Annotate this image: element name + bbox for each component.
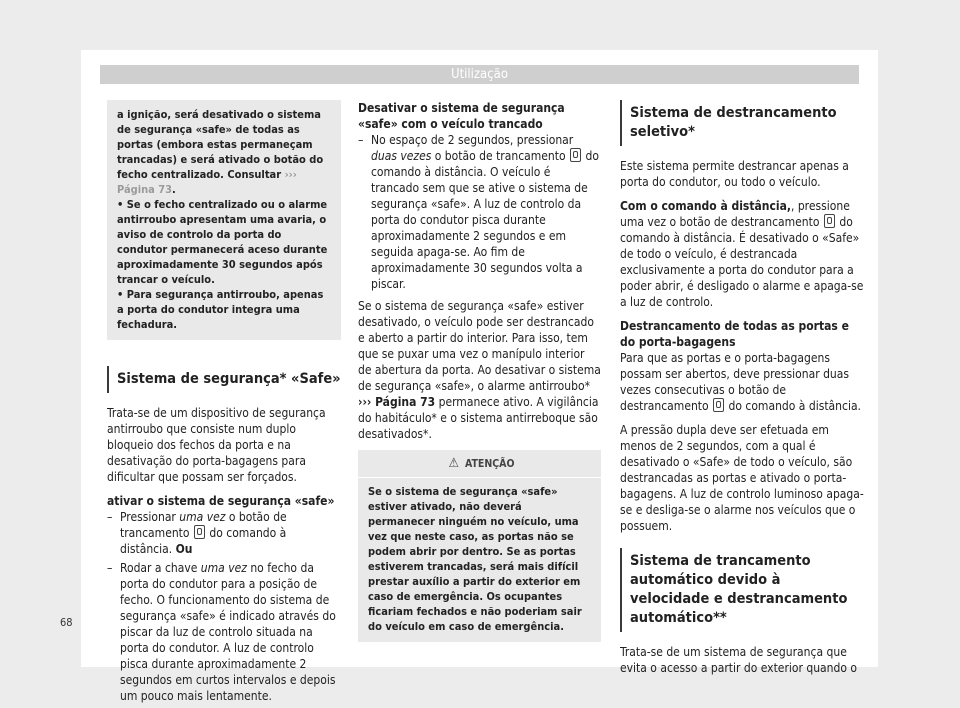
warning-bullet: • Se o fecho centralizado ou o alarme antirroubo apresentam uma avaria, o aviso de controlo da porta do condutor permanecerá aceso durante aproximadamente 30 segundos após trancar o veículo. <box>117 198 328 286</box>
warning-bullet: • Para segurança antirroubo, apenas a porta do condutor integra uma fechadura. <box>117 288 324 331</box>
warning-triangle-icon: ⚠ <box>448 456 459 471</box>
page-header: Utilização <box>100 65 859 84</box>
warning-continuation-box <box>107 100 341 340</box>
column-2 <box>358 100 601 642</box>
intro-paragraph: Trata-se de um dispositivo de segurança antirroubo que consiste num duplo bloqueio dos fechos da porta e na desativação do porta-bagagens para dificultar que possam ser forçados. <box>107 406 326 484</box>
subheading: Destrancamento de todas as portas e do porta-bagagens <box>620 319 849 349</box>
subheading: ativar o sistema de segurança «safe» <box>107 494 335 508</box>
body-paragraph: Trata-se de um sistema de segurança que evita o acesso a partir do exterior quando o <box>620 645 857 675</box>
page-link[interactable]: ››› Página 73 <box>358 395 436 409</box>
body-paragraph: A pressão dupla deve ser efetuada em menos de 2 segundos, com a qual é desativado o «Safe» de todo o veículo, são destrancadas as portas e ativado o porta-bagagens. A luz de controlo luminoso apaga-se e desliga-se o alarme nos veículos que o possuem. <box>620 423 864 533</box>
section-title: Sistema de segurança* «Safe» <box>107 366 341 393</box>
step-item: – Pressionar uma vez o botão de trancamento do comando à distância. Ou <box>107 509 341 557</box>
attention-box <box>358 450 601 642</box>
body-paragraph: Com o comando à distância,, pressione uma vez o botão de destrancamento do comando à distância. É desativado o «Safe» de todo o veículo, é destrancada exclusivamente a porta do condutor para a poder abrir, é desligado o alarme e apaga-se a luz de controlo. <box>620 199 864 309</box>
warning-paragraph: a ignição, será desativado o sistema de segurança «safe» de todas as portas (embora estas permaneçam trancadas) e será ativado o botão do fecho centralizado. Consultar ››› Página 73. <box>117 108 324 196</box>
attention-header: ⚠ ATENÇÃO <box>358 450 601 478</box>
body-paragraph: Para que as portas e o porta-bagagens possam ser abertos, deve pressionar duas vezes consecutivas o botão de destrancamento do comando à distância. <box>620 351 861 413</box>
column-1 <box>107 100 341 707</box>
column-3 <box>620 100 864 684</box>
step-item: – No espaço de 2 segundos, pressionar duas vezes o botão de trancamento do comando à distância. O veículo é trancado sem que se ative o sistema de segurança «safe». A luz de controlo da porta do condutor pisca durante aproximadamente 2 segundos e em seguida apaga-se. Ao fim de aproximadamente 30 segundos volta a piscar. <box>358 132 601 292</box>
page-link[interactable]: ››› Página 73 <box>117 168 297 196</box>
section-title: Sistema de trancamento automático devido à velocidade e destrancamento automático** <box>620 548 864 632</box>
body-paragraph: Este sistema permite destrancar apenas a porta do condutor, ou todo o veículo. <box>620 159 849 189</box>
unlock-key-icon <box>824 214 835 228</box>
unlock-key-icon <box>713 398 724 412</box>
body-paragraph: Se o sistema de segurança «safe» estiver desativado, o veículo pode ser destrancado e aberto a partir do interior. Para isso, tem que se puxar uma vez o manípulo interior de abertura da porta. Ao desativar o sistema de segurança «safe», o alarme antirroubo* ››› Página 73 permanece ativo. A vigilância do habitáculo* e o sistema antirreboque são desativados*. <box>358 299 601 441</box>
lock-key-icon <box>570 148 581 162</box>
page-number: 68 <box>60 616 73 629</box>
attention-body: Se o sistema de segurança «safe» estiver ativado, não deverá permanecer ninguém no veículo, uma vez que neste caso, as portas não se podem abrir por dentro. Se as portas estiverem trancadas, será mais difícil prestar auxílio a partir do exterior em caso de emergência. Os ocupantes ficariam fechados e não poderiam sair do veículo em caso de emergência. <box>368 485 582 633</box>
section-title: Sistema de destrancamento seletivo* <box>620 100 864 146</box>
subheading: Desativar o sistema de segurança «safe» com o veículo trancado <box>358 101 565 131</box>
lock-key-icon <box>194 525 205 539</box>
step-item: – Rodar a chave uma vez no fecho da porta do condutor para a posição de fecho. O funcionamento do sistema de segurança «safe» é indicado através do piscar da luz de controlo situada na porta do condutor. A luz de controlo pisca durante aproximadamente 2 segundos em curtos intervalos e depois um pouco mais lentamente. <box>107 560 341 704</box>
